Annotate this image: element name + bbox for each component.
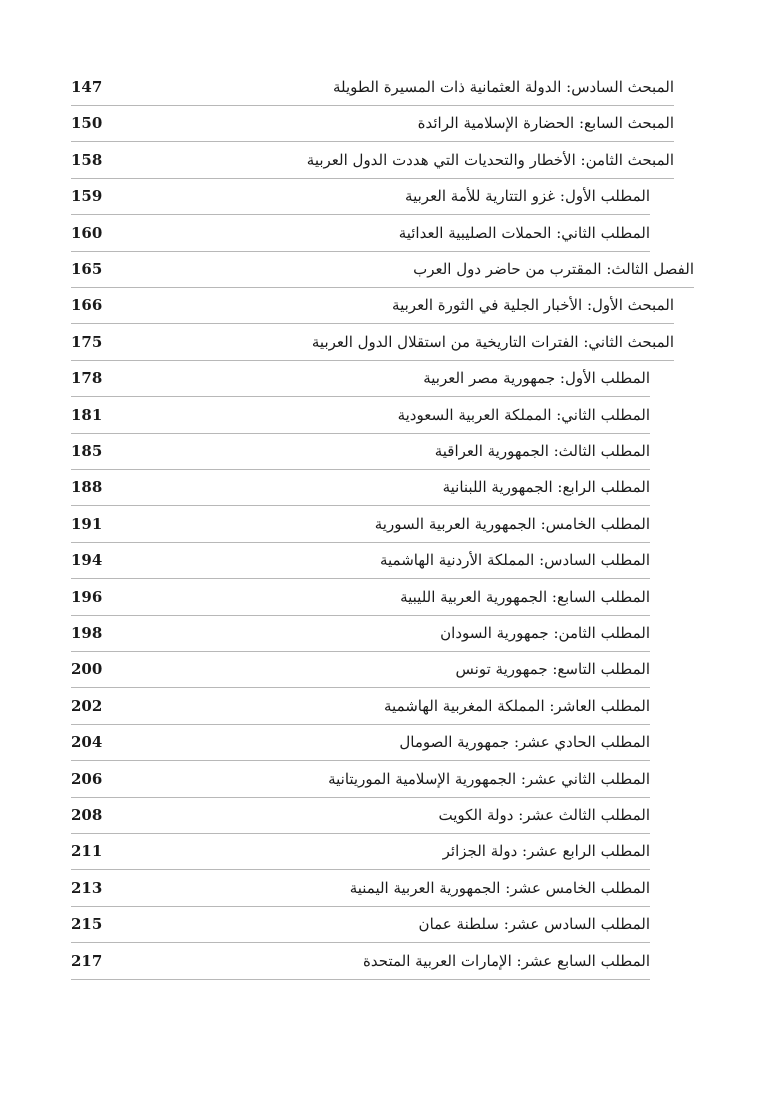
toc-entry-title: المطلب الحادي عشر: جمهورية الصومال (399, 733, 650, 752)
toc-entry-page-number: 211 (71, 842, 103, 861)
toc-entry-page-number: 198 (71, 624, 103, 642)
toc-entry-page-number: 215 (71, 915, 103, 934)
toc-entry (71, 106, 674, 142)
toc-entry-page-number: 166 (71, 296, 103, 315)
toc-entry-title: المبحث الثامن: الأخطار والتحديات التي هددت الدول العربية (306, 150, 674, 169)
toc-entry (71, 616, 650, 652)
toc-entry (71, 216, 650, 252)
toc-entry-page-number: 217 (71, 951, 103, 970)
toc-entry-title: الفصل الثالث: المقترب من حاضر دول العرب (413, 260, 694, 278)
toc-entry-page-number: 181 (71, 405, 103, 424)
toc-entry-title: المطلب الرابع: الجمهورية اللبنانية (442, 478, 650, 497)
toc-entry (71, 288, 674, 324)
toc-entry-title: المطلب الثامن: جمهورية السودان (440, 624, 650, 642)
toc-entry-page-number: 185 (71, 442, 103, 460)
toc-entry-title: المطلب الأول: غزو التتارية للأمة العربية (405, 187, 650, 206)
toc-entry (71, 580, 650, 616)
toc-entry-title: المبحث الأول: الأخبار الجلية في الثورة العربية (392, 296, 674, 315)
toc-entry (71, 798, 650, 834)
toc-entry (71, 325, 674, 361)
toc-entry (71, 725, 650, 761)
toc-entry (71, 907, 650, 943)
toc-entry (71, 543, 650, 579)
toc-entry-title: المطلب السابع عشر: الإمارات العربية المتحدة (363, 951, 650, 970)
toc-entry (71, 470, 650, 506)
toc-entry-page-number: 160 (71, 223, 103, 242)
toc-entry-page-number: 150 (71, 114, 103, 133)
toc-entry-title: المطلب الثاني عشر: الجمهورية الإسلامية الموريتانية (328, 769, 650, 788)
toc-entry (71, 834, 650, 870)
toc-entry-page-number: 159 (71, 187, 103, 206)
toc-entry-page-number: 202 (71, 696, 103, 715)
toc-entry-title: المطلب الثاني: المملكة العربية السعودية (397, 405, 650, 424)
toc-entry-title: المبحث السادس: الدولة العثمانية ذات المسيرة الطويلة (332, 78, 674, 96)
toc-entry-page-number: 208 (71, 806, 103, 824)
toc-entry (71, 143, 674, 179)
toc-entry-title: المطلب السابع: الجمهورية العربية الليبية (400, 587, 650, 606)
toc-entry-page-number: 147 (71, 78, 103, 96)
toc-entry-title: المطلب العاشر: المملكة المغربية الهاشمية (384, 696, 650, 715)
toc-entry (71, 252, 694, 288)
toc-entry-page-number: 213 (71, 878, 103, 897)
toc-entry (71, 689, 650, 725)
toc-entry-title: المطلب الرابع عشر: دولة الجزائر (442, 842, 650, 861)
toc-entry-title: المطلب الثالث: الجمهورية العراقية (434, 442, 650, 460)
toc-entry-page-number: 175 (71, 332, 103, 351)
toc-entry-title: المطلب الثاني: الحملات الصليبية العدائية (398, 223, 650, 242)
toc-entry-title: المبحث السابع: الحضارة الإسلامية الرائدة (417, 114, 674, 133)
toc-entry (71, 434, 650, 470)
toc-entry (71, 179, 650, 215)
toc-entry-page-number: 188 (71, 478, 103, 497)
toc-entry-title: المطلب الثالث عشر: دولة الكويت (438, 806, 650, 824)
toc-entry-title: المطلب السادس عشر: سلطنة عمان (418, 915, 650, 934)
toc-entry-page-number: 178 (71, 369, 103, 388)
toc-entry-page-number: 191 (71, 514, 103, 533)
toc-entry (71, 871, 650, 907)
toc-entry (71, 507, 650, 543)
toc-entry-page-number: 194 (71, 551, 103, 570)
toc-entry-title: المطلب الخامس عشر: الجمهورية العربية اليمنية (349, 878, 650, 897)
toc-entry (71, 652, 650, 688)
toc-entry (71, 398, 650, 434)
toc-entry (71, 70, 674, 106)
toc-entry-page-number: 204 (71, 733, 103, 752)
toc-entry-page-number: 200 (71, 660, 103, 679)
toc-entry-title: المطلب الخامس: الجمهورية العربية السورية (374, 514, 650, 533)
toc-entry-page-number: 158 (71, 150, 103, 169)
toc-entry (71, 361, 650, 397)
toc-entry-title: المطلب الأول: جمهورية مصر العربية (423, 369, 650, 388)
toc-entry-title: المطلب السادس: المملكة الأردنية الهاشمية (379, 551, 650, 570)
toc-entry (71, 762, 650, 798)
toc-entry-page-number: 165 (71, 260, 103, 278)
toc-entry-page-number: 196 (71, 587, 103, 606)
toc-entry-title: المطلب التاسع: جمهورية تونس (455, 660, 650, 679)
toc-entry-page-number: 206 (71, 769, 103, 788)
toc-entry (71, 944, 650, 980)
toc-entry-title: المبحث الثاني: الفترات التاريخية من استقلال الدول العربية (311, 332, 674, 351)
